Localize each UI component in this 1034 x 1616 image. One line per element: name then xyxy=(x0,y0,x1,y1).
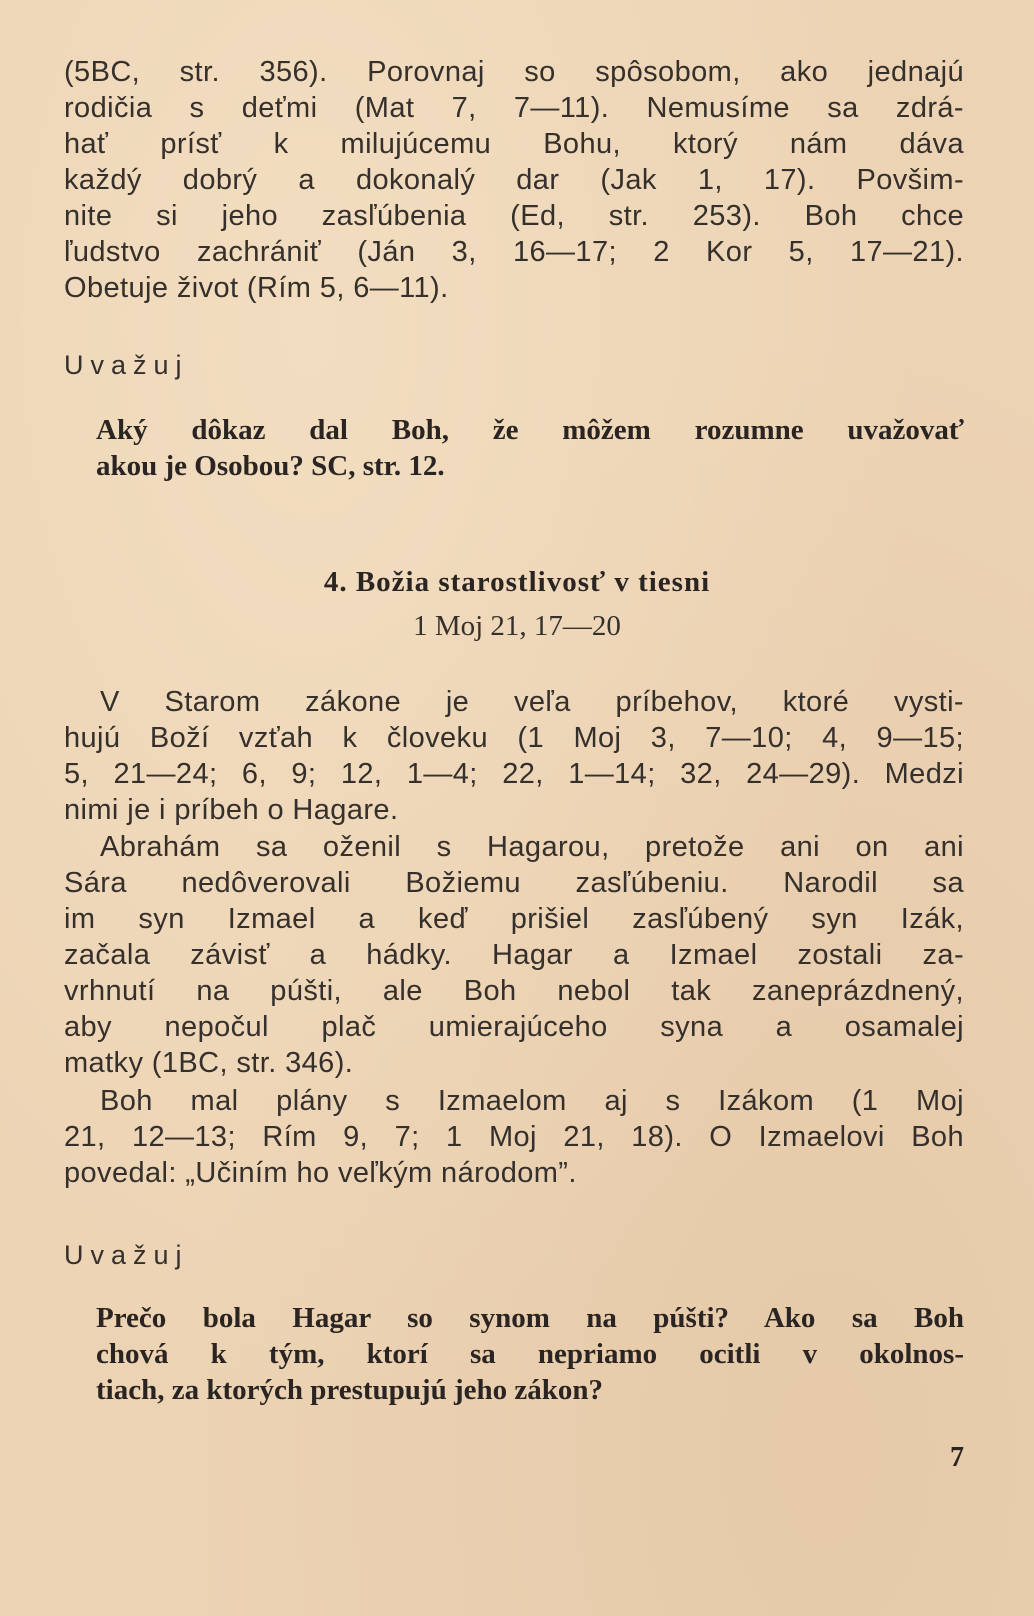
paragraph-3-line-3: im syn Izmael a keď prišiel zasľúbený syn Izák, xyxy=(64,903,964,935)
reflect-label-1: Uvažuj xyxy=(64,350,189,380)
section-reference: 1 Moj 21, 17—20 xyxy=(413,610,621,642)
paragraph-3-line-4: začala závisť a hádky. Hagar a Izmael zostali za- xyxy=(64,939,964,971)
paragraph-1-line-4: každý dobrý a dokonalý dar (Jak 1, 17). Povšim- xyxy=(64,164,964,196)
paragraph-3-line-2: Sára nedôverovali Božiemu zasľúbeniu. Narodil sa xyxy=(64,867,964,899)
paragraph-1-line-1: (5BC, str. 356). Porovnaj so spôsobom, ako jednajú xyxy=(64,56,964,88)
reflect-label-2: Uvažuj xyxy=(64,1240,189,1270)
paragraph-3-line-1: Abrahám sa oženil s Hagarou, pretože ani on ani xyxy=(100,831,964,863)
reflect-question-2-line-1: Prečo bola Hagar so synom na púšti? Ako sa Boh xyxy=(96,1302,964,1334)
paragraph-1-line-2: rodičia s deťmi (Mat 7, 7—11). Nemusíme sa zdrá- xyxy=(64,92,964,124)
paragraph-4-line-3: povedal: „Učiním ho veľkým národom”. xyxy=(64,1157,577,1189)
reflect-question-1-line-1: Aký dôkaz dal Boh, že môžem rozumne uvažovať xyxy=(96,414,964,446)
section-title: 4. Božia starostlivosť v tiesni xyxy=(323,566,711,598)
reflect-question-2-line-3: tiach, za ktorých prestupujú jeho zákon? xyxy=(96,1374,603,1406)
paragraph-3-line-6: aby nepočul plač umierajúceho syna a osamalej xyxy=(64,1011,964,1043)
paragraph-1-line-3: hať prísť k milujúcemu Bohu, ktorý nám dáva xyxy=(64,128,964,160)
paragraph-2-line-1: V Starom zákone je veľa príbehov, ktoré vysti- xyxy=(100,686,964,718)
paragraph-1-line-7: Obetuje život (Rím 5, 6—11). xyxy=(64,272,449,304)
paragraph-2-line-4: nimi je i príbeh o Hagare. xyxy=(64,794,399,826)
paragraph-1-line-6: ľudstvo zachrániť (Ján 3, 16—17; 2 Kor 5, 17—21). xyxy=(64,236,964,268)
paragraph-3-line-7: matky (1BC, str. 346). xyxy=(64,1047,354,1079)
paragraph-1-line-5: nite si jeho zasľúbenia (Ed, str. 253). Boh chce xyxy=(64,200,964,232)
reflect-question-2-line-2: chová k tým, ktorí sa nepriamo ocitli v okolnos- xyxy=(96,1338,964,1370)
paragraph-4-line-1: Boh mal plány s Izmaelom aj s Izákom (1 Moj xyxy=(100,1085,964,1117)
paragraph-3-line-5: vrhnutí na púšti, ale Boh nebol tak zaneprázdnený, xyxy=(64,975,964,1007)
paragraph-2-line-2: hujú Boží vzťah k človeku (1 Moj 3, 7—10; 4, 9—15; xyxy=(64,722,964,754)
page-number: 7 xyxy=(950,1442,964,1473)
paragraph-4-line-2: 21, 12—13; Rím 9, 7; 1 Moj 21, 18). O Izmaelovi Boh xyxy=(64,1121,964,1153)
reflect-question-1-line-2: akou je Osobou? SC, str. 12. xyxy=(96,450,445,482)
paragraph-2-line-3: 5, 21—24; 6, 9; 12, 1—4; 22, 1—14; 32, 24—29). Medzi xyxy=(64,758,964,790)
